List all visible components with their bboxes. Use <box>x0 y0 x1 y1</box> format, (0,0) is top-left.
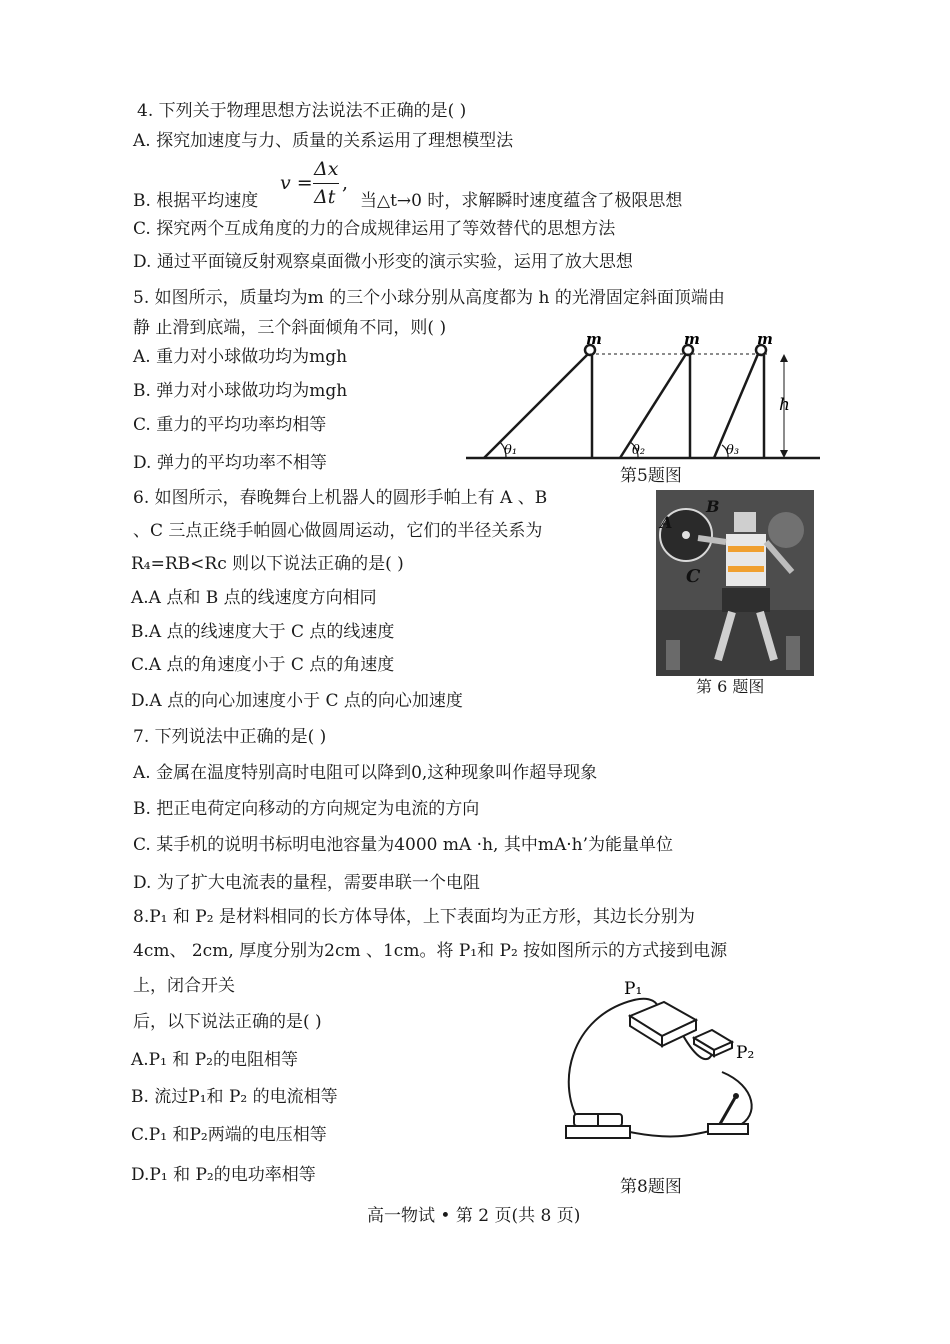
page-footer: 高一物试 • 第 2 页(共 8 页) <box>367 1206 581 1226</box>
q5-stem-line2: 静 止滑到底端，三个斜面倾角不同，则( ) <box>133 318 447 338</box>
q8-circuit-figure <box>560 976 770 1148</box>
q5-stem-line1: 5. 如图所示，质量均为m 的三个小球分别从高度都为 h 的光滑固定斜面顶端由 <box>133 288 725 308</box>
mass-label-2: m <box>684 330 700 348</box>
formula-numerator: Δx <box>314 158 339 180</box>
q6-option-d: D.A 点的向心加速度小于 C 点的向心加速度 <box>131 691 463 711</box>
incline-1 <box>484 345 595 458</box>
angle-label-2: θ₂ <box>632 443 646 458</box>
q8-stem-line1: 8.P₁ 和 P₂ 是材料相同的长方体导体，上下表面均为正方形，其边长分别为 <box>133 907 695 927</box>
q5-option-d: D. 弹力的平均功率不相等 <box>133 453 327 473</box>
formula-fraction-bar <box>313 183 339 184</box>
q8-stem-line4: 后，以下说法正确的是( ) <box>133 1012 322 1032</box>
wire-bottom <box>630 1130 714 1136</box>
q6-option-b: B.A 点的线速度大于 C 点的线速度 <box>131 622 395 642</box>
q8-option-c: C.P₁ 和P₂两端的电压相等 <box>131 1125 327 1145</box>
mass-label-3: m <box>757 330 773 348</box>
label-p1: P₁ <box>624 979 643 999</box>
label-p2: P₂ <box>736 1043 755 1063</box>
q6-option-c: C.A 点的角速度小于 C 点的角速度 <box>131 655 395 675</box>
incline-3 <box>714 345 766 458</box>
q7-stem: 7. 下列说法中正确的是( ) <box>133 727 327 747</box>
q8-option-d: D.P₁ 和 P₂的电功率相等 <box>131 1165 316 1185</box>
q8-stem-line2: 4cm、 2cm, 厚度分别为2cm 、1cm。将 P₁和 P₂ 按如图所示的方式接到电源 <box>133 941 728 961</box>
q8-option-b: B. 流过P₁和 P₂ 的电流相等 <box>131 1087 338 1107</box>
q5-inclines-figure <box>460 328 825 464</box>
q4-option-b-rest: 当△t→0 时，求解瞬时速度蕴含了极限思想 <box>360 191 683 211</box>
q6-option-a: A.A 点和 B 点的线速度方向相同 <box>131 588 377 608</box>
q8-stem-line3: 上，闭合开关 <box>133 976 235 996</box>
average-velocity-formula <box>280 160 360 208</box>
q7-option-d: D. 为了扩大电流表的量程，需要串联一个电阻 <box>133 873 480 893</box>
photo-label-c: C <box>686 566 701 587</box>
q5-figure-caption: 第5题图 <box>620 466 682 486</box>
incline-2 <box>620 345 693 458</box>
conductor-p2 <box>694 1030 732 1056</box>
robot-photo-illustration <box>656 490 814 676</box>
q6-figure-caption: 第 6 题图 <box>696 677 765 696</box>
photo-label-b: B <box>706 497 720 516</box>
battery-box <box>566 1114 630 1138</box>
q4-option-c: C. 探究两个互成角度的力的合成规律运用了等效替代的思想方法 <box>133 219 616 239</box>
q5-option-a: A. 重力对小球做功均为mgh <box>133 347 348 367</box>
q7-option-a: A. 金属在温度特别高时电阻可以降到0,这种现象叫作超导现象 <box>133 763 598 783</box>
q4-option-a: A. 探究加速度与力、质量的关系运用了理想模型法 <box>133 131 514 151</box>
photo-label-a: A <box>660 513 673 532</box>
q6-stem-line1: 6. 如图所示，春晚舞台上机器人的圆形手帕上有 A 、B <box>133 488 548 508</box>
mass-label-1: m <box>586 330 602 348</box>
q4-option-d: D. 通过平面镜反射观察桌面微小形变的演示实验，运用了放大思想 <box>133 252 633 272</box>
robot-performance-photo <box>656 490 814 676</box>
q8-option-a: A.P₁ 和 P₂的电阻相等 <box>131 1050 298 1070</box>
q7-option-c: C. 某手机的说明书标明电池容量为4000 mA ·h, 其中mA·h’为能量单位 <box>133 835 673 855</box>
switch <box>708 1093 748 1134</box>
q6-stem-line2: 、C 三点正绕手帕圆心做圆周运动，它们的半径关系为 <box>133 521 543 541</box>
q7-option-b: B. 把正电荷定向移动的方向规定为电流的方向 <box>133 799 480 819</box>
formula-denominator: Δt <box>314 186 336 208</box>
q4-option-b-pre: B. 根据平均速度 <box>133 191 259 211</box>
q4-stem: 4. 下列关于物理思想方法说法不正确的是( ) <box>137 101 467 121</box>
q4-option-b <box>133 190 258 212</box>
angle-label-1: θ₁ <box>504 443 518 458</box>
wire-right <box>722 1072 752 1126</box>
q5-option-b: B. 弹力对小球做功均为mgh <box>133 381 348 401</box>
q6-stem-line3: R₄=RB<Rc 则以下说法正确的是( ) <box>131 554 404 574</box>
formula-comma: , <box>342 172 349 194</box>
q8-figure-caption: 第8题图 <box>620 1177 682 1197</box>
formula-v: v = <box>280 172 313 194</box>
angle-label-3: θ₃ <box>726 443 740 458</box>
height-label: h <box>779 395 790 415</box>
q5-option-c: C. 重力的平均功率均相等 <box>133 415 327 435</box>
